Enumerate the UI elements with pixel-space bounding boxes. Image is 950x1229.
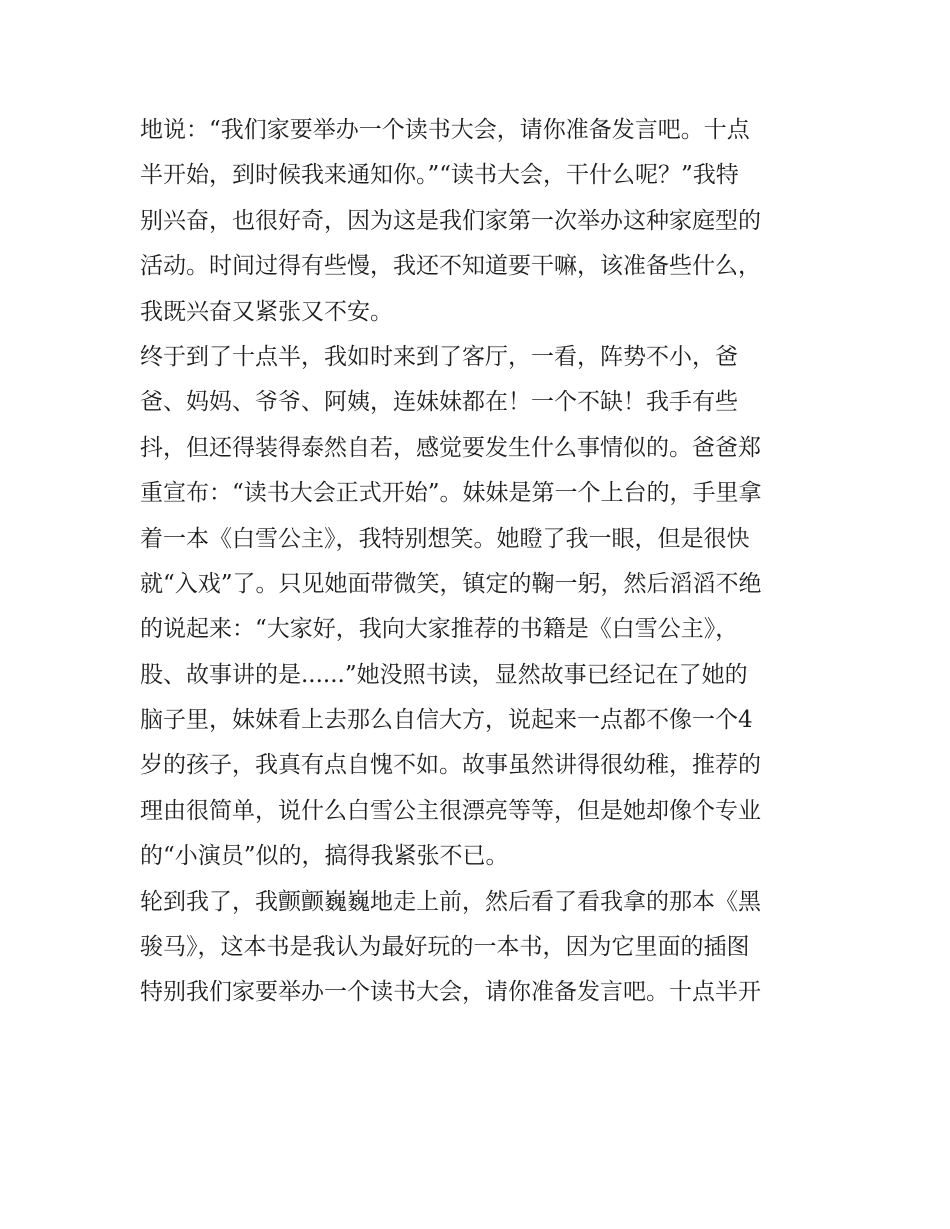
text-line: 爸、妈妈、爷爷、阿姨，连妹妹都在！一个不缺！我手有些: [140, 389, 738, 416]
text-line: 理由很简单，说什么白雪公主很漂亮等等，但是她却像个专业: [140, 797, 761, 824]
text-line: 别兴奋，也很好奇，因为这是我们家第一次举办这种家庭型的: [140, 207, 761, 234]
text-line: 轮到我了，我颤颤巍巍地走上前，然后看了看我拿的那本《黑: [140, 888, 761, 915]
text-line: 岁的孩子，我真有点自愧不如。故事虽然讲得很幼稚，推荐的: [140, 752, 761, 779]
text-line: 终于到了十点半，我如时来到了客厅，一看，阵势不小，爸: [140, 343, 738, 370]
text-line: 脑子里，妹妹看上去那么自信大方，说起来一点都不像一个4: [140, 707, 753, 734]
text-line: 的说起来：“大家好，我向大家推荐的书籍是《白雪公主》，: [140, 616, 739, 643]
text-line: 抖，但还得装得泰然自若，感觉要发生什么事情似的。爸爸郑: [140, 434, 761, 461]
text-line: 骏马》，这本书是我认为最好玩的一本书，因为它里面的插图: [140, 934, 750, 961]
text-line: 的“小演员”似的，搞得我紧张不已。: [140, 843, 509, 870]
text-line: 股、故事讲的是......”她没照书读，显然故事已经记在了她的: [140, 661, 748, 688]
text-line: 重宣布：“读书大会正式开始”。妹妹是第一个上台的，手里拿: [140, 480, 762, 507]
text-line: 地说：“我们家要举办一个读书大会，请你准备发言吧。十点: [140, 117, 750, 143]
text-line: 特别我们家要举办一个读书大会，请你准备发言吧。十点半开: [140, 979, 761, 1006]
text-line: 就“入戏”了。只见她面带微笑，镇定的鞠一躬，然后滔滔不绝: [140, 570, 762, 597]
text-line: 着一本《白雪公主》，我特别想笑。她瞪了我一眼，但是很快: [140, 525, 750, 552]
text-line: 活动。时间过得有些慢，我还不知道要干嘛，该准备些什么，: [140, 253, 761, 280]
body-text: [140, 108, 830, 1016]
text-line: 半开始，到时候我来通知你。”“读书大会，干什么呢？”我特: [140, 162, 739, 189]
text-line: 我既兴奋又紧张又不安。: [140, 298, 393, 325]
